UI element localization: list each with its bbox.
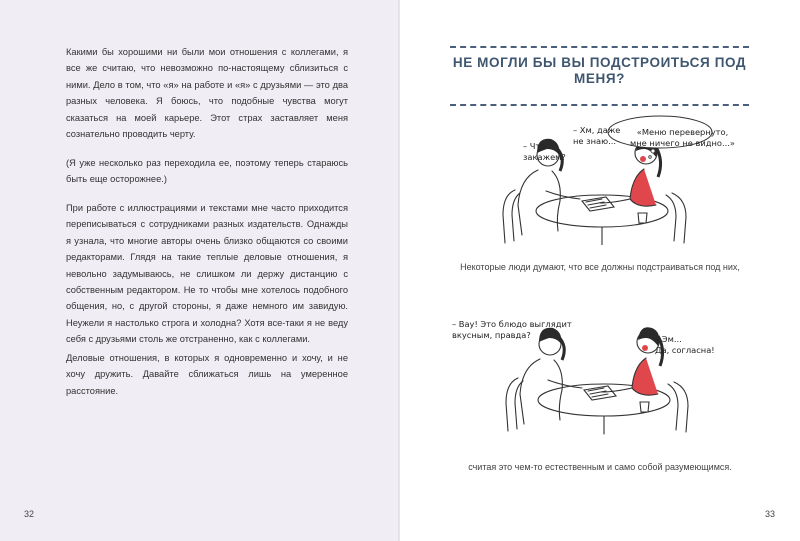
page-number-right: 33	[764, 509, 775, 519]
thought-bubble-text: «Меню перевернуто, мне ничего не видно...»	[630, 127, 735, 148]
caption-1: Некоторые люди думают, что все должны подстраиваться под них,	[460, 262, 740, 272]
speech-what-to-order: – Что закажем?	[523, 141, 566, 162]
paragraph-1: Какими бы хорошими ни были мои отношения с коллегами, я все же считаю, что невозможно по-настоящему сблизиться с ними. Дело в том, что «я» на работе и «я» с друзьями — это два разных человека. Я боюсь, что подобные чувства могут сказаться на моей карьере. Этот страх заставляет меня сознательно проводить черту.	[66, 47, 348, 140]
speech-agree: – Эм... Да, согласна!	[655, 334, 715, 355]
paragraph-3: При работе с иллюстрациями и текстами мне часто приходится переписываться с сотрудниками разных издательств. Однажды я узнала, что многие авторы очень близко общаются со своими редакторами. Глядя на такие теплые деловые отношения, я невольно задумываюсь, не слишком ли держу дистанцию с собственным редактором. Не то чтобы мне хотелось подобного общения, но, с другой стороны, я даже немного им завидую. Неужели я настолько строга и холодна? Хотя все-таки я не веду себя с друзьями столь же отстраненно, как с коллегами.	[66, 203, 348, 345]
heading-divider-bottom	[450, 104, 749, 106]
heading-divider-top	[450, 46, 749, 48]
page-number-left: 32	[24, 509, 35, 519]
paragraph-4: Деловые отношения, в которых я одновременно и хочу, и не хочу дружить. Давайте сближаться лишь на умеренное расстояние.	[66, 353, 348, 396]
right-page	[400, 0, 800, 541]
speech-hmm: – Хм, даже не знаю...	[573, 125, 621, 146]
chapter-heading: НЕ МОГЛИ БЫ ВЫ ПОДСТРОИТЬСЯ ПОД МЕНЯ?	[452, 55, 747, 86]
caption-2: считая это чем-то естественным и само собой разумеющимся.	[468, 462, 732, 472]
speech-wow-dish: – Вау! Это блюдо выглядит вкусным, правда?	[452, 319, 572, 340]
paragraph-2: (Я уже несколько раз переходила ее, поэтому теперь стараюсь быть еще осторожнее.)	[66, 158, 348, 185]
